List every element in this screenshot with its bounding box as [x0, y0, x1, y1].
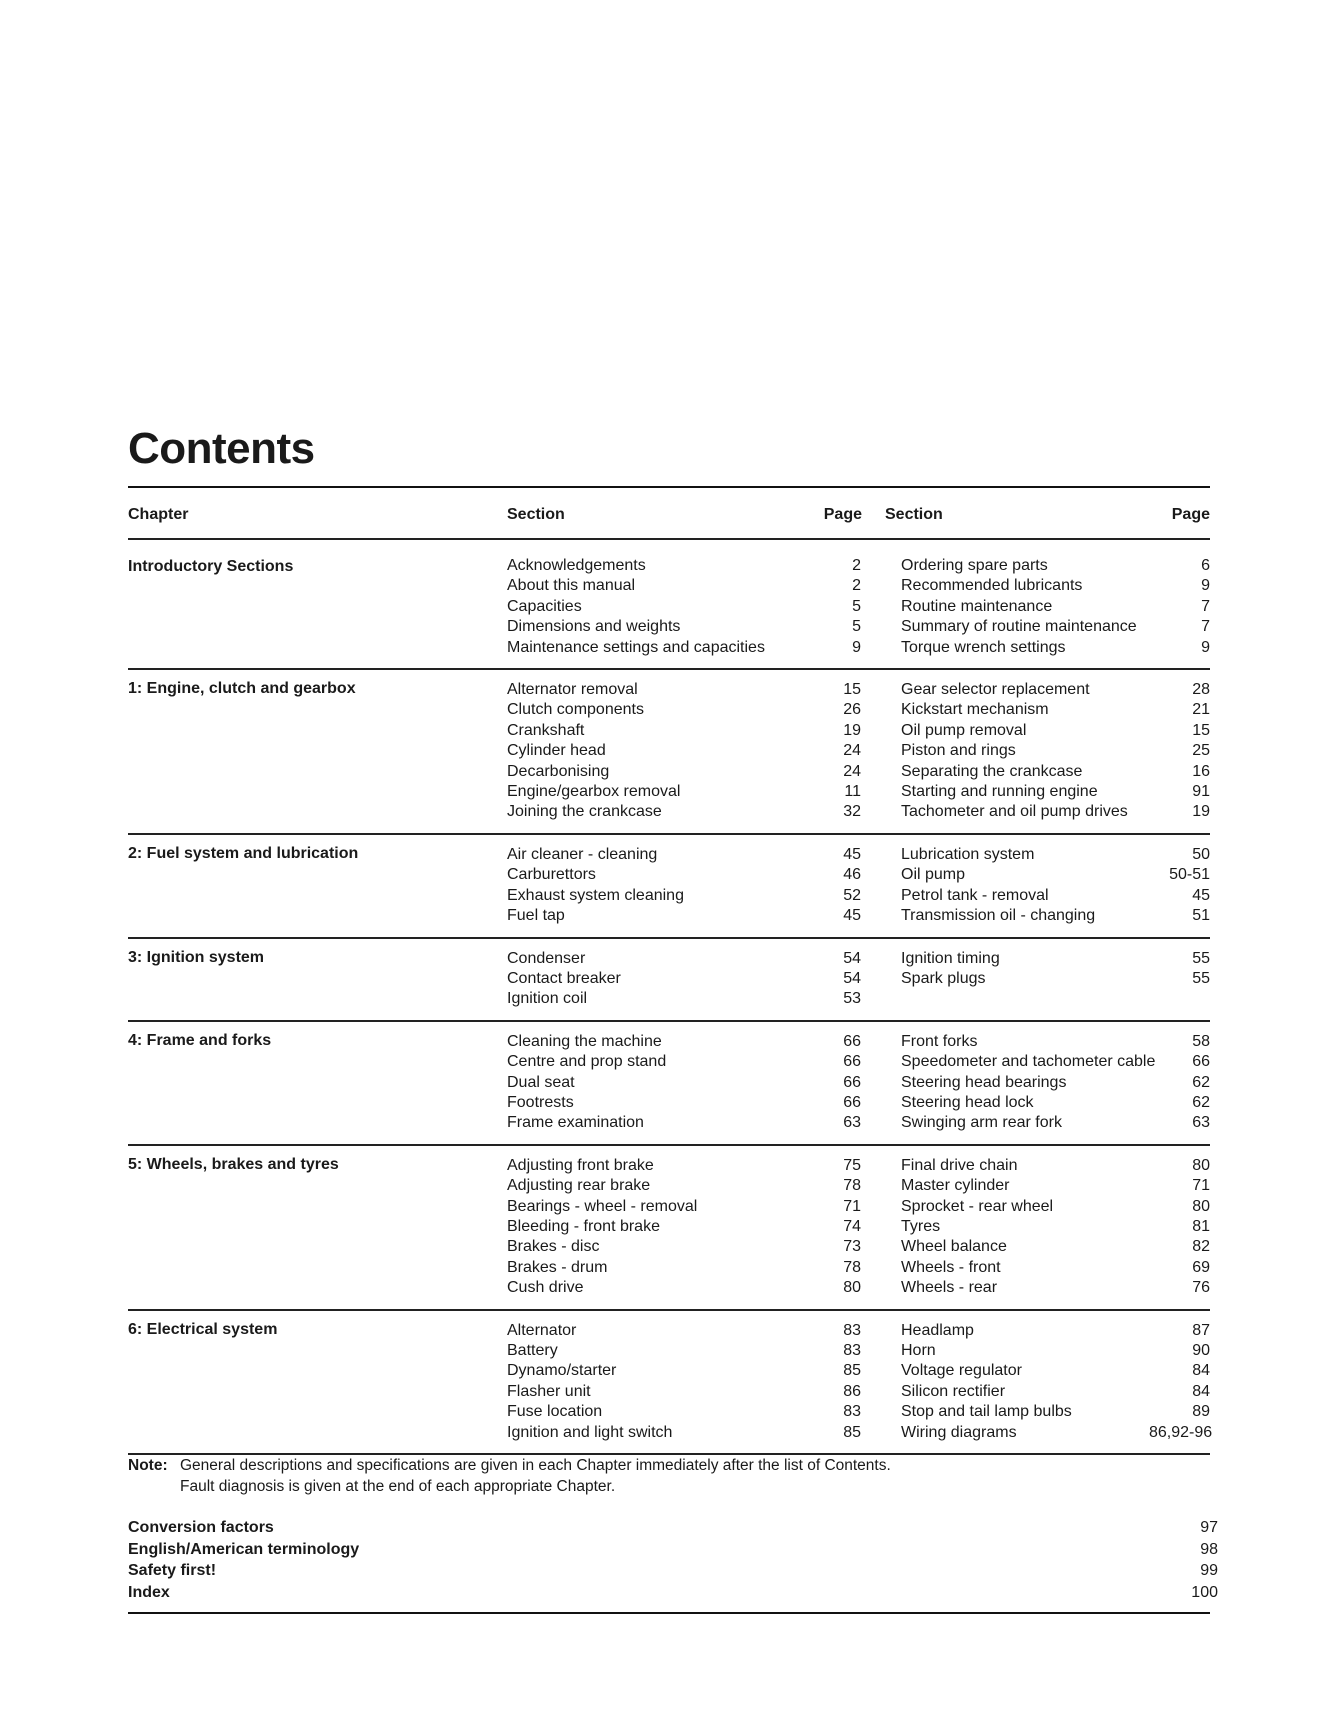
note-label: Note: [128, 1457, 168, 1474]
section-page: 5 [852, 618, 861, 636]
section-page: 63 [843, 1114, 861, 1132]
section-page: 89 [1192, 1403, 1210, 1421]
section-page: 26 [843, 701, 861, 719]
section-page: 86 [843, 1382, 861, 1400]
chapter-name: Introductory Sections [128, 558, 294, 575]
chapter-block [128, 835, 1210, 939]
section-page: 66 [843, 1032, 861, 1050]
section-page [1149, 989, 1210, 1009]
section-title: Alternator [507, 1321, 577, 1339]
section-title: Oil pump [901, 866, 966, 884]
section-page: 80 [1192, 1156, 1210, 1174]
section-page: 19 [1192, 803, 1210, 821]
section-page: 46 [843, 866, 861, 884]
section-page: 85 [843, 1362, 861, 1380]
chapter-name: 3: Ignition system [128, 948, 265, 966]
chapter-name: 4: Frame and forks [128, 1031, 272, 1049]
section-title: Brakes - disc [507, 1238, 600, 1256]
chapter-entries [507, 1156, 1210, 1299]
section-page: 87 [1192, 1321, 1210, 1339]
extra-entry-label: English/American terminology [128, 1540, 360, 1558]
chapter-entries [507, 949, 1210, 1010]
section-title: Sprocket - rear wheel [901, 1197, 1054, 1215]
column-spacer [861, 1361, 901, 1381]
extra-entry-page: 97 [1200, 1519, 1218, 1536]
section-title: Brakes - drum [507, 1258, 608, 1276]
section-page: 75 [843, 1156, 861, 1174]
page-title: Contents [128, 424, 315, 473]
section-title: About this manual [507, 577, 636, 595]
section-title: Silicon rectifier [901, 1382, 1006, 1400]
section-title: Routine maintenance [901, 597, 1053, 615]
chapter-block [128, 939, 1210, 1022]
section-title: Kickstart mechanism [901, 701, 1049, 719]
section-page: 80 [843, 1279, 861, 1297]
section-page: 91 [1192, 783, 1210, 801]
section-page: 45 [843, 845, 861, 863]
extra-entry-page: 100 [1191, 1583, 1218, 1601]
section-page: 66 [1192, 1053, 1210, 1071]
chapter-block [128, 548, 1210, 670]
column-spacer [861, 1402, 901, 1422]
column-spacer [861, 1113, 901, 1133]
section-page: 5 [852, 597, 861, 615]
column-spacer [861, 845, 901, 865]
header-section: Section [507, 506, 565, 523]
column-spacer [861, 1032, 901, 1052]
bottom-rule [128, 1612, 1210, 1614]
column-spacer [861, 969, 901, 989]
section-page: 80 [1192, 1197, 1210, 1215]
section-title: Swinging arm rear fork [901, 1114, 1062, 1132]
column-spacer [861, 1156, 901, 1176]
section-page: 78 [843, 1177, 861, 1195]
column-spacer [861, 1321, 901, 1341]
column-spacer [861, 782, 901, 802]
section-page: 58 [1192, 1032, 1210, 1050]
section-title: Spark plugs [901, 969, 986, 987]
section-title: Headlamp [901, 1321, 974, 1339]
section-title: Piston and rings [901, 742, 1016, 760]
column-spacer [861, 989, 901, 1009]
section-page: 9 [1201, 577, 1210, 595]
chapter-entries [507, 1032, 1210, 1134]
section-title: Battery [507, 1342, 558, 1359]
section-page: 15 [843, 681, 861, 699]
note [128, 1455, 891, 1497]
section-page: 86,92-96 [1149, 1423, 1213, 1441]
column-spacer [861, 1052, 901, 1072]
section-title: Front forks [901, 1032, 978, 1050]
section-page: 24 [843, 742, 861, 760]
section-title: Ignition timing [901, 949, 1000, 967]
column-spacer [861, 680, 901, 700]
header-chapter: Chapter [128, 506, 189, 523]
chapter-block [128, 1311, 1213, 1455]
section-page: 16 [1192, 762, 1210, 780]
chapter-entries [507, 845, 1210, 927]
section-page: 19 [843, 721, 861, 739]
section-title: Ordering spare parts [901, 557, 1048, 574]
section-title: Speedometer and tachometer cable [901, 1053, 1156, 1071]
section-page: 71 [843, 1197, 861, 1215]
extra-entries [128, 1517, 1218, 1603]
section-page: 84 [1192, 1362, 1210, 1380]
section-page: 62 [1192, 1093, 1210, 1111]
section-title: Petrol tank - removal [901, 886, 1049, 904]
section-title: Condenser [507, 949, 586, 967]
column-spacer [861, 597, 901, 617]
section-page: 73 [843, 1238, 861, 1256]
column-spacer [861, 721, 901, 741]
section-title: Acknowledgements [507, 557, 646, 574]
column-spacer [861, 1176, 901, 1196]
section-title: Tyres [901, 1217, 941, 1235]
section-title: Exhaust system cleaning [507, 886, 684, 904]
column-spacer [861, 700, 901, 720]
section-title: Voltage regulator [901, 1362, 1022, 1380]
section-title: Gear selector replacement [901, 681, 1090, 699]
section-page: 32 [843, 803, 861, 821]
section-page: 25 [1192, 742, 1210, 760]
section-title: Tachometer and oil pump drives [901, 803, 1128, 821]
section-title: Carburettors [507, 866, 596, 884]
section-title: Contact breaker [507, 969, 621, 987]
section-title: Air cleaner - cleaning [507, 845, 658, 863]
column-spacer [861, 1093, 901, 1113]
section-page: 63 [1192, 1114, 1210, 1132]
column-spacer [861, 1197, 901, 1217]
extra-entry [128, 1560, 1218, 1582]
section-title: Footrests [507, 1093, 574, 1111]
column-spacer [861, 1423, 901, 1443]
section-page: 62 [1192, 1073, 1210, 1091]
section-page: 2 [852, 577, 861, 595]
column-spacer [861, 617, 901, 637]
section-title: Bearings - wheel - removal [507, 1197, 698, 1215]
section-title: Fuse location [507, 1403, 603, 1421]
chapter-name: 1: Engine, clutch and gearbox [128, 680, 356, 698]
section-title: Horn [901, 1342, 936, 1359]
section-page: 6 [1201, 557, 1210, 574]
column-spacer [861, 949, 901, 969]
section-title: Capacities [507, 597, 582, 615]
section-title: Wheels - rear [901, 1279, 998, 1297]
column-spacer [861, 1258, 901, 1278]
section-page: 54 [843, 949, 861, 967]
section-title: Final drive chain [901, 1156, 1018, 1174]
column-spacer [861, 802, 901, 822]
section-page: 69 [1192, 1258, 1210, 1276]
section-title: Dynamo/starter [507, 1362, 617, 1380]
chapter-block [128, 670, 1210, 835]
section-page: 7 [1201, 618, 1210, 636]
section-page: 28 [1192, 681, 1210, 699]
section-title: Wheels - front [901, 1258, 1001, 1276]
section-title: Adjusting rear brake [507, 1177, 651, 1195]
section-title: Recommended lubricants [901, 577, 1083, 595]
extra-entry [128, 1517, 1218, 1539]
section-title: Master cylinder [901, 1177, 1010, 1195]
section-title: Starting and running engine [901, 783, 1098, 801]
section-title: Adjusting front brake [507, 1156, 654, 1174]
column-spacer [861, 1382, 901, 1402]
column-spacer [861, 1073, 901, 1093]
chapter-name: 2: Fuel system and lubrication [128, 844, 359, 862]
section-page: 71 [1192, 1177, 1210, 1195]
extra-entry-page: 99 [1200, 1562, 1218, 1579]
column-spacer [861, 1237, 901, 1257]
section-title: Dimensions and weights [507, 618, 681, 636]
extra-entry [128, 1582, 1218, 1604]
note-line-2: Fault diagnosis is given at the end of each appropriate Chapter. [180, 1478, 616, 1495]
section-title: Steering head lock [901, 1093, 1034, 1111]
section-page: 45 [1192, 886, 1210, 904]
section-page: 2 [852, 557, 861, 574]
column-spacer [861, 1217, 901, 1237]
chapter-entries [507, 1321, 1213, 1443]
section-title: Decarbonising [507, 762, 610, 780]
header-section-2: Section [885, 506, 943, 523]
section-page: 84 [1192, 1382, 1210, 1400]
extra-entry [128, 1539, 1218, 1561]
section-title: Separating the crankcase [901, 762, 1083, 780]
section-page: 54 [843, 969, 861, 987]
section-title: Maintenance settings and capacities [507, 638, 765, 656]
section-title: Wheel balance [901, 1238, 1007, 1256]
section-title: Oil pump removal [901, 721, 1027, 739]
section-page: 50 [1192, 845, 1210, 863]
chapter-block [128, 1146, 1210, 1311]
section-title: Stop and tail lamp bulbs [901, 1403, 1072, 1421]
contents-table [128, 548, 1213, 1455]
section-page: 45 [843, 907, 861, 925]
column-spacer [861, 638, 901, 658]
section-title: Frame examination [507, 1114, 644, 1132]
extra-entry-label: Index [128, 1583, 170, 1601]
section-title: Clutch components [507, 701, 644, 719]
section-page: 85 [843, 1423, 861, 1441]
section-page: 66 [843, 1053, 861, 1071]
section-page: 53 [843, 990, 861, 1008]
chapter-block [128, 1022, 1210, 1146]
section-page: 7 [1201, 597, 1210, 615]
section-title: Centre and prop stand [507, 1053, 667, 1071]
note-line-1: General descriptions and specifications are given in each Chapter immediately after the list of Contents. [180, 1457, 891, 1474]
section-title: Torque wrench settings [901, 638, 1066, 656]
header-page-2: Page [1171, 506, 1210, 523]
section-title: Joining the crankcase [507, 803, 662, 821]
section-title: Dual seat [507, 1073, 575, 1091]
section-title: Cylinder head [507, 742, 606, 760]
section-page: 81 [1192, 1217, 1210, 1235]
column-spacer [861, 576, 901, 596]
section-page: 52 [843, 886, 861, 904]
section-page: 55 [1192, 949, 1210, 967]
section-title: Crankshaft [507, 721, 585, 739]
section-page: 50-51 [1169, 866, 1210, 884]
column-spacer [861, 741, 901, 761]
header-rule [128, 538, 1210, 540]
section-title: Fuel tap [507, 907, 565, 925]
section-page: 21 [1192, 701, 1210, 719]
section-title: Wiring diagrams [901, 1423, 1017, 1441]
section-page: 24 [843, 762, 861, 780]
section-page: 55 [1192, 969, 1210, 987]
column-spacer [861, 906, 901, 926]
section-page: 66 [843, 1073, 861, 1091]
section-page: 9 [1201, 638, 1210, 656]
section-title [901, 989, 1149, 1009]
chapter-name: 5: Wheels, brakes and tyres [128, 1155, 339, 1173]
chapter-entries [507, 556, 1210, 658]
extra-entry-label: Conversion factors [128, 1519, 274, 1536]
section-title: Ignition coil [507, 990, 588, 1008]
section-title: Lubrication system [901, 845, 1035, 863]
section-title: Engine/gearbox removal [507, 783, 681, 801]
section-page: 83 [843, 1321, 861, 1339]
section-page: 83 [843, 1342, 861, 1359]
column-spacer [861, 886, 901, 906]
section-title: Cush drive [507, 1279, 584, 1297]
title-rule [128, 486, 1210, 488]
section-title: Steering head bearings [901, 1073, 1067, 1091]
section-title: Cleaning the machine [507, 1032, 662, 1050]
section-page: 51 [1192, 907, 1210, 925]
column-spacer [861, 1278, 901, 1298]
section-page: 83 [843, 1403, 861, 1421]
section-page: 82 [1192, 1238, 1210, 1256]
extra-entry-page: 98 [1200, 1540, 1218, 1558]
section-title: Flasher unit [507, 1382, 591, 1400]
section-page: 74 [843, 1217, 861, 1235]
column-spacer [861, 762, 901, 782]
section-title: Alternator removal [507, 681, 638, 699]
section-title: Summary of routine maintenance [901, 618, 1137, 636]
chapter-name: 6: Electrical system [128, 1320, 278, 1338]
section-page: 78 [843, 1258, 861, 1276]
section-title: Ignition and light switch [507, 1423, 673, 1441]
section-page: 15 [1192, 721, 1210, 739]
header-page: Page [823, 506, 862, 523]
column-spacer [861, 556, 901, 576]
chapter-entries [507, 680, 1210, 823]
column-spacer [861, 865, 901, 885]
section-title: Bleeding - front brake [507, 1217, 660, 1235]
section-page: 66 [843, 1093, 861, 1111]
section-title: Transmission oil - changing [901, 907, 1096, 925]
section-page: 11 [844, 783, 861, 801]
section-page: 76 [1192, 1279, 1210, 1297]
section-page: 9 [852, 638, 861, 656]
section-page: 90 [1192, 1342, 1210, 1359]
extra-entry-label: Safety first! [128, 1562, 217, 1579]
column-spacer [861, 1341, 901, 1361]
